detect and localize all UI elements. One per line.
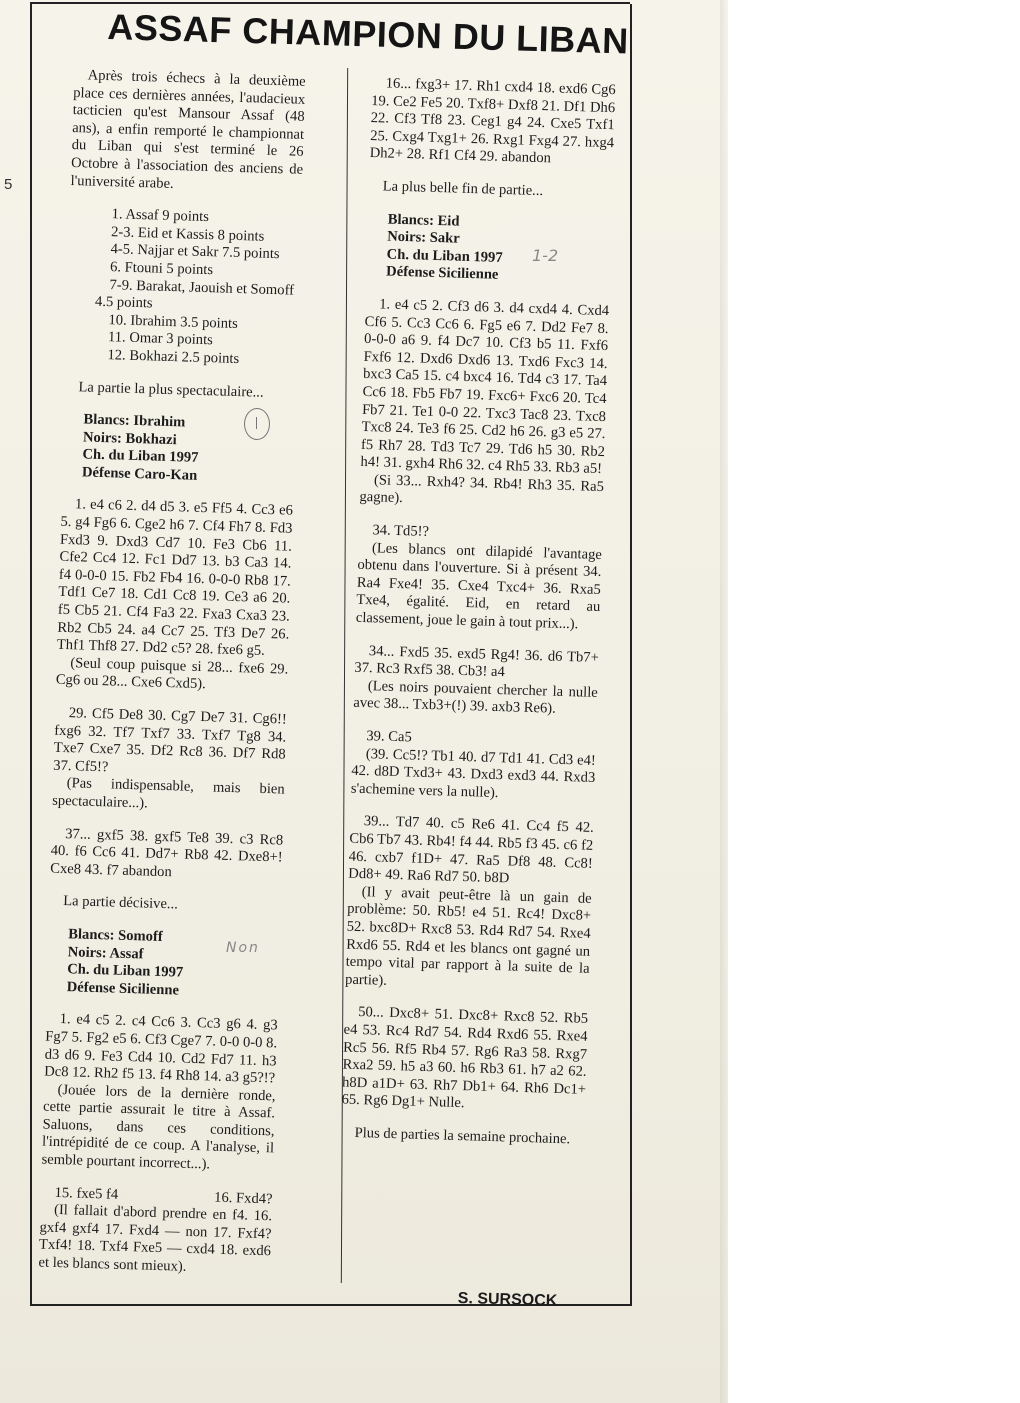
- article-title: ASSAF CHAMPION DU LIBAN: [106, 6, 630, 62]
- game1-event: Ch. du Liban 1997: [82, 446, 199, 467]
- ranking-item: 10. Ibrahim 3.5 points: [108, 311, 239, 332]
- intro-paragraph: Après trois échecs à la deuxième place ces dernières années, l'audacieux tacticien qu'est Mansour Assaf (48 ans), a enfin remporté le championnat du Liban qui s'est terminé le 26 Octobre à l'association des anciens de l'université arabe.: [70, 67, 306, 192]
- clipping-edge-shadow: [720, 0, 728, 1403]
- game2-move-16: 16. Fxd4?: [213, 1189, 273, 1208]
- ranking-list: [93, 206, 302, 370]
- game2-header: [66, 926, 280, 1003]
- game1-white: Blancs: Ibrahim: [83, 411, 186, 431]
- right-column: [340, 75, 616, 1164]
- author-signature: S. SURSOCK: [457, 1290, 558, 1310]
- game3-moves: 1. e4 c5 2. Cf3 d6 3. d4 cxd4 4. Cxd4 Cf6 5. Cc3 Cc6 6. Fg5 e6 7. Dd2 Fe7 8. 0-0-0 a6 9. f4 Dc7 10. Cf3 b5 11. Fxf6 Fxf6 12. Dxd6 Dxd6 13. Txd6 Fxc3 14. bxc3 Ca5 15. c4 bxc4 16. Td4 c3 17. Ta4 Cc6 18. Fb5 Fb7 19. Fxc6+ Fxc6 20. Tc4 Fb7 21. Te1 0-0 22. Txc3 Tac8 23. Txc8 Txc8 24. Te3 f6 25. Cd2 h6 26. g3 e5 27. f5 Rh7 28. Td3 Tc7 29. Td6 h5 30. Rb2 h4! 31. gxh4 Rh6 32. c4 Rh5 33. Rb3 a5!: [360, 296, 610, 478]
- closing-note: Plus de parties la semaine prochaine.: [354, 1124, 571, 1148]
- game1-moves: 1. e4 c6 2. d4 d5 3. e5 Ff5 4. Cc3 e6 5. g4 Fg6 6. Cge2 h6 7. Cf4 Fh7 8. Fd3 Fxd3 9. Dxd3 Cd7 10. Fe3 Cb6 11. Cfe2 Cc4 12. Fc1 Dd7 13. b3 Ca3 14. f4 0-0-0 15. Fb2 Fb4 16. 0-0-0 Rb8 17. Tdf1 Ce7 18. Cd1 Cc8 19. Ce3 a6 20. f5 Cb5 21. Cf4 Fa3 22. Fxa3 Cxa3 23. Rb2 Cb5 24. a4 Cc7 25. Tf3 De7 26. Thf1 Thf8 27. Dd2 c5? 28. fxe6 g5.: [56, 496, 294, 660]
- game3-moves: 39. Ca5: [366, 728, 413, 746]
- ranking-item: 11. Omar 3 points: [107, 329, 214, 349]
- game3-event: Ch. du Liban 1997: [386, 246, 503, 266]
- game1-opening: Défense Caro-Kan: [81, 464, 198, 484]
- game2-moves: 1. e4 c5 2. c4 Cc6 3. Cc3 g6 4. g3 Fg7 5. Fg2 e5 6. Cf3 Cge7 7. 0-0 0-0 8. d3 d6 9. Fe3 Cd4 10. Cd2 Fd7 11. h3 Dc8 12. Rh2 f5 13. f4 Rh8 14. a3 g5?!?: [43, 1011, 278, 1087]
- game3-moves: 39... Td7 40. c5 Re6 41. Cc4 f5 42. Cb6 Tb7 43. Rb4! f4 44. Rb5 f3 45. c6 f2 46. cxb7 f1D+ 47. Ra5 Df8 48. Cc8! Dd8+ 49. Ra6 Rd7 50. b8D: [348, 813, 594, 887]
- game2-moves: 16... fxg3+ 17. Rh1 cxd4 18. exd6 Cg6 19. Ce2 Fe5 20. Txf8+ Dxf8 21. Df1 Dh6 22. Cf3 Tf8 23. Ceg1 g4 24. Cxe5 Txf1 25. Cxg4 Txg1+ 26. Rxg1 Fxg4 27. hxg4 Dh2+ 28. Rf1 Cf4 29. abandon: [369, 75, 616, 167]
- handwritten-circle-mark: [244, 408, 270, 440]
- page-margin-number: 5: [4, 176, 13, 193]
- handwritten-note: Non: [226, 940, 260, 956]
- game3-opening: Défense Sicilienne: [385, 263, 499, 284]
- ranking-item: 6. Ftouni 5 points: [109, 259, 214, 279]
- game3-comment: (Si 33... Rxh4? 34. Rb4! Rh3 35. Ra5 gagne).: [359, 472, 605, 507]
- left-column: [38, 67, 306, 1294]
- game3-black: Noirs: Sakr: [386, 228, 460, 247]
- game2-intro: La partie décisive...: [63, 893, 179, 913]
- game1-comment: (Pas indispensable, mais bien spectaculaire...).: [51, 775, 285, 812]
- game3-moves: 34. Td5!?: [372, 522, 430, 540]
- game2-comment: (Jouée lors de la dernière ronde, cette partie assurait le titre à Assaf. Saluons, dans ces conditions, l'intrépidité de ce coup. A l'analyse, il semble pourtant incorrect...).: [41, 1081, 276, 1173]
- game2-event: Ch. du Liban 1997: [66, 961, 184, 981]
- game1-comment: (Seul coup puisque si 28... fxe6 29. Cg6 ou 28... Cxe6 Cxd5).: [55, 654, 289, 693]
- game2-opening: Défense Sicilienne: [66, 978, 180, 999]
- game3-intro: La plus belle fin de partie...: [382, 178, 544, 200]
- game2-comment: (Il fallait d'abord prendre en f4. 16. gxf4 gxf4 17. Fxd4 — non 17. Fxf4? Txf4! 18. Txf4 Fxe5 — cxd4 18. exd6 et les blancs sont mieux).: [38, 1202, 273, 1275]
- game2-black: Noirs: Assaf: [67, 943, 144, 962]
- ranking-item: 4-5. Najjar et Sakr 7.5 points: [110, 241, 280, 263]
- game3-comment: (Il y avait peut-être là un gain de problème: 50. Rb5! e4 51. Rc4! Dxc8+ 52. bxc8D+ Rxc8 53. Rd4 Rd7 54. Rxe4 Rxd6 55. Rd4 et les blancs ont gagné un tempo vital par rapport à la suite de la partie).: [344, 883, 592, 989]
- ranking-item: 2-3. Eid et Kassis 8 points: [110, 223, 265, 245]
- game2-move-15: 15. fxe5 f4: [54, 1184, 119, 1203]
- game3-moves: 34... Fxd5 35. exd5 Rg4! 36. d6 Tb7+ 37. Rc3 Rxf5 38. Cb3! a4: [354, 642, 600, 681]
- game2-white: Blancs: Somoff: [68, 926, 163, 945]
- game1-black: Noirs: Bokhazi: [82, 429, 177, 448]
- ranking-item: 7-9. Barakat, Jaouish et Somoff 4.5 points: [94, 276, 295, 312]
- game3-comment: (Les noirs pouvaient chercher la nulle avec 38... Txb3+(!) 39. axb3 Re6).: [353, 677, 599, 718]
- game3-comment: (Les blancs ont dilapidé l'avantage obtenu dans l'ouverture. Si à présent 34. Ra4 Fxe4! 35. Cxe4 Txc4+ 36. Rxa5 Txe4, égalité. Eid, en retard au classement, joue le gain à tout prix...).: [355, 539, 603, 633]
- game1-moves: 37... gxf5 38. gxf5 Te8 39. c3 Rc8 40. f6 Cc6 41. Dd7+ Rb8 42. Dxe8+! Cxe8 43. f7 abandon: [49, 825, 284, 881]
- game3-moves: 50... Dxc8+ 51. Dxc8+ Rxc8 52. Rb5 e4 53. Rc4 Rd7 54. Rd4 Rxd6 55. Rxe4 Rc5 56. Rf5 Rb4 57. Rg6 Ra3 58. Rxg7 Rxa2 59. h5 a3 60. h6 Rb3 61. h7 a2 62. h8D a1D+ 63. Rh7 Db1+ 64. Rh6 Dc1+ 65. Rg6 Dg1+ Nulle.: [341, 1004, 589, 1112]
- game3-white: Blancs: Eid: [387, 211, 460, 230]
- ranking-item: 12. Bokhazi 2.5 points: [107, 347, 240, 367]
- ranking-item: 1. Assaf 9 points: [111, 206, 210, 226]
- handwritten-score: 1-2: [532, 246, 559, 265]
- game1-moves: 29. Cf5 De8 30. Cg7 De7 31. Cg6!! fxg6 32. Tf7 Txf7 33. Txf7 Tg8 34. Txe7 Cxe7 35. Df2 Rc8 36. Df7 Rd8 37. Cf5!?: [53, 705, 287, 776]
- game1-intro: La partie la plus spectaculaire...: [78, 378, 264, 401]
- game3-comment: (39. Cc5!? Tb1 40. d7 Td1 41. Cd3 e4! 42. d8D Txd3+ 43. Dxd3 exd3 44. Rxd3 s'achemine vers la nulle).: [350, 745, 596, 801]
- game3-header: [386, 211, 612, 288]
